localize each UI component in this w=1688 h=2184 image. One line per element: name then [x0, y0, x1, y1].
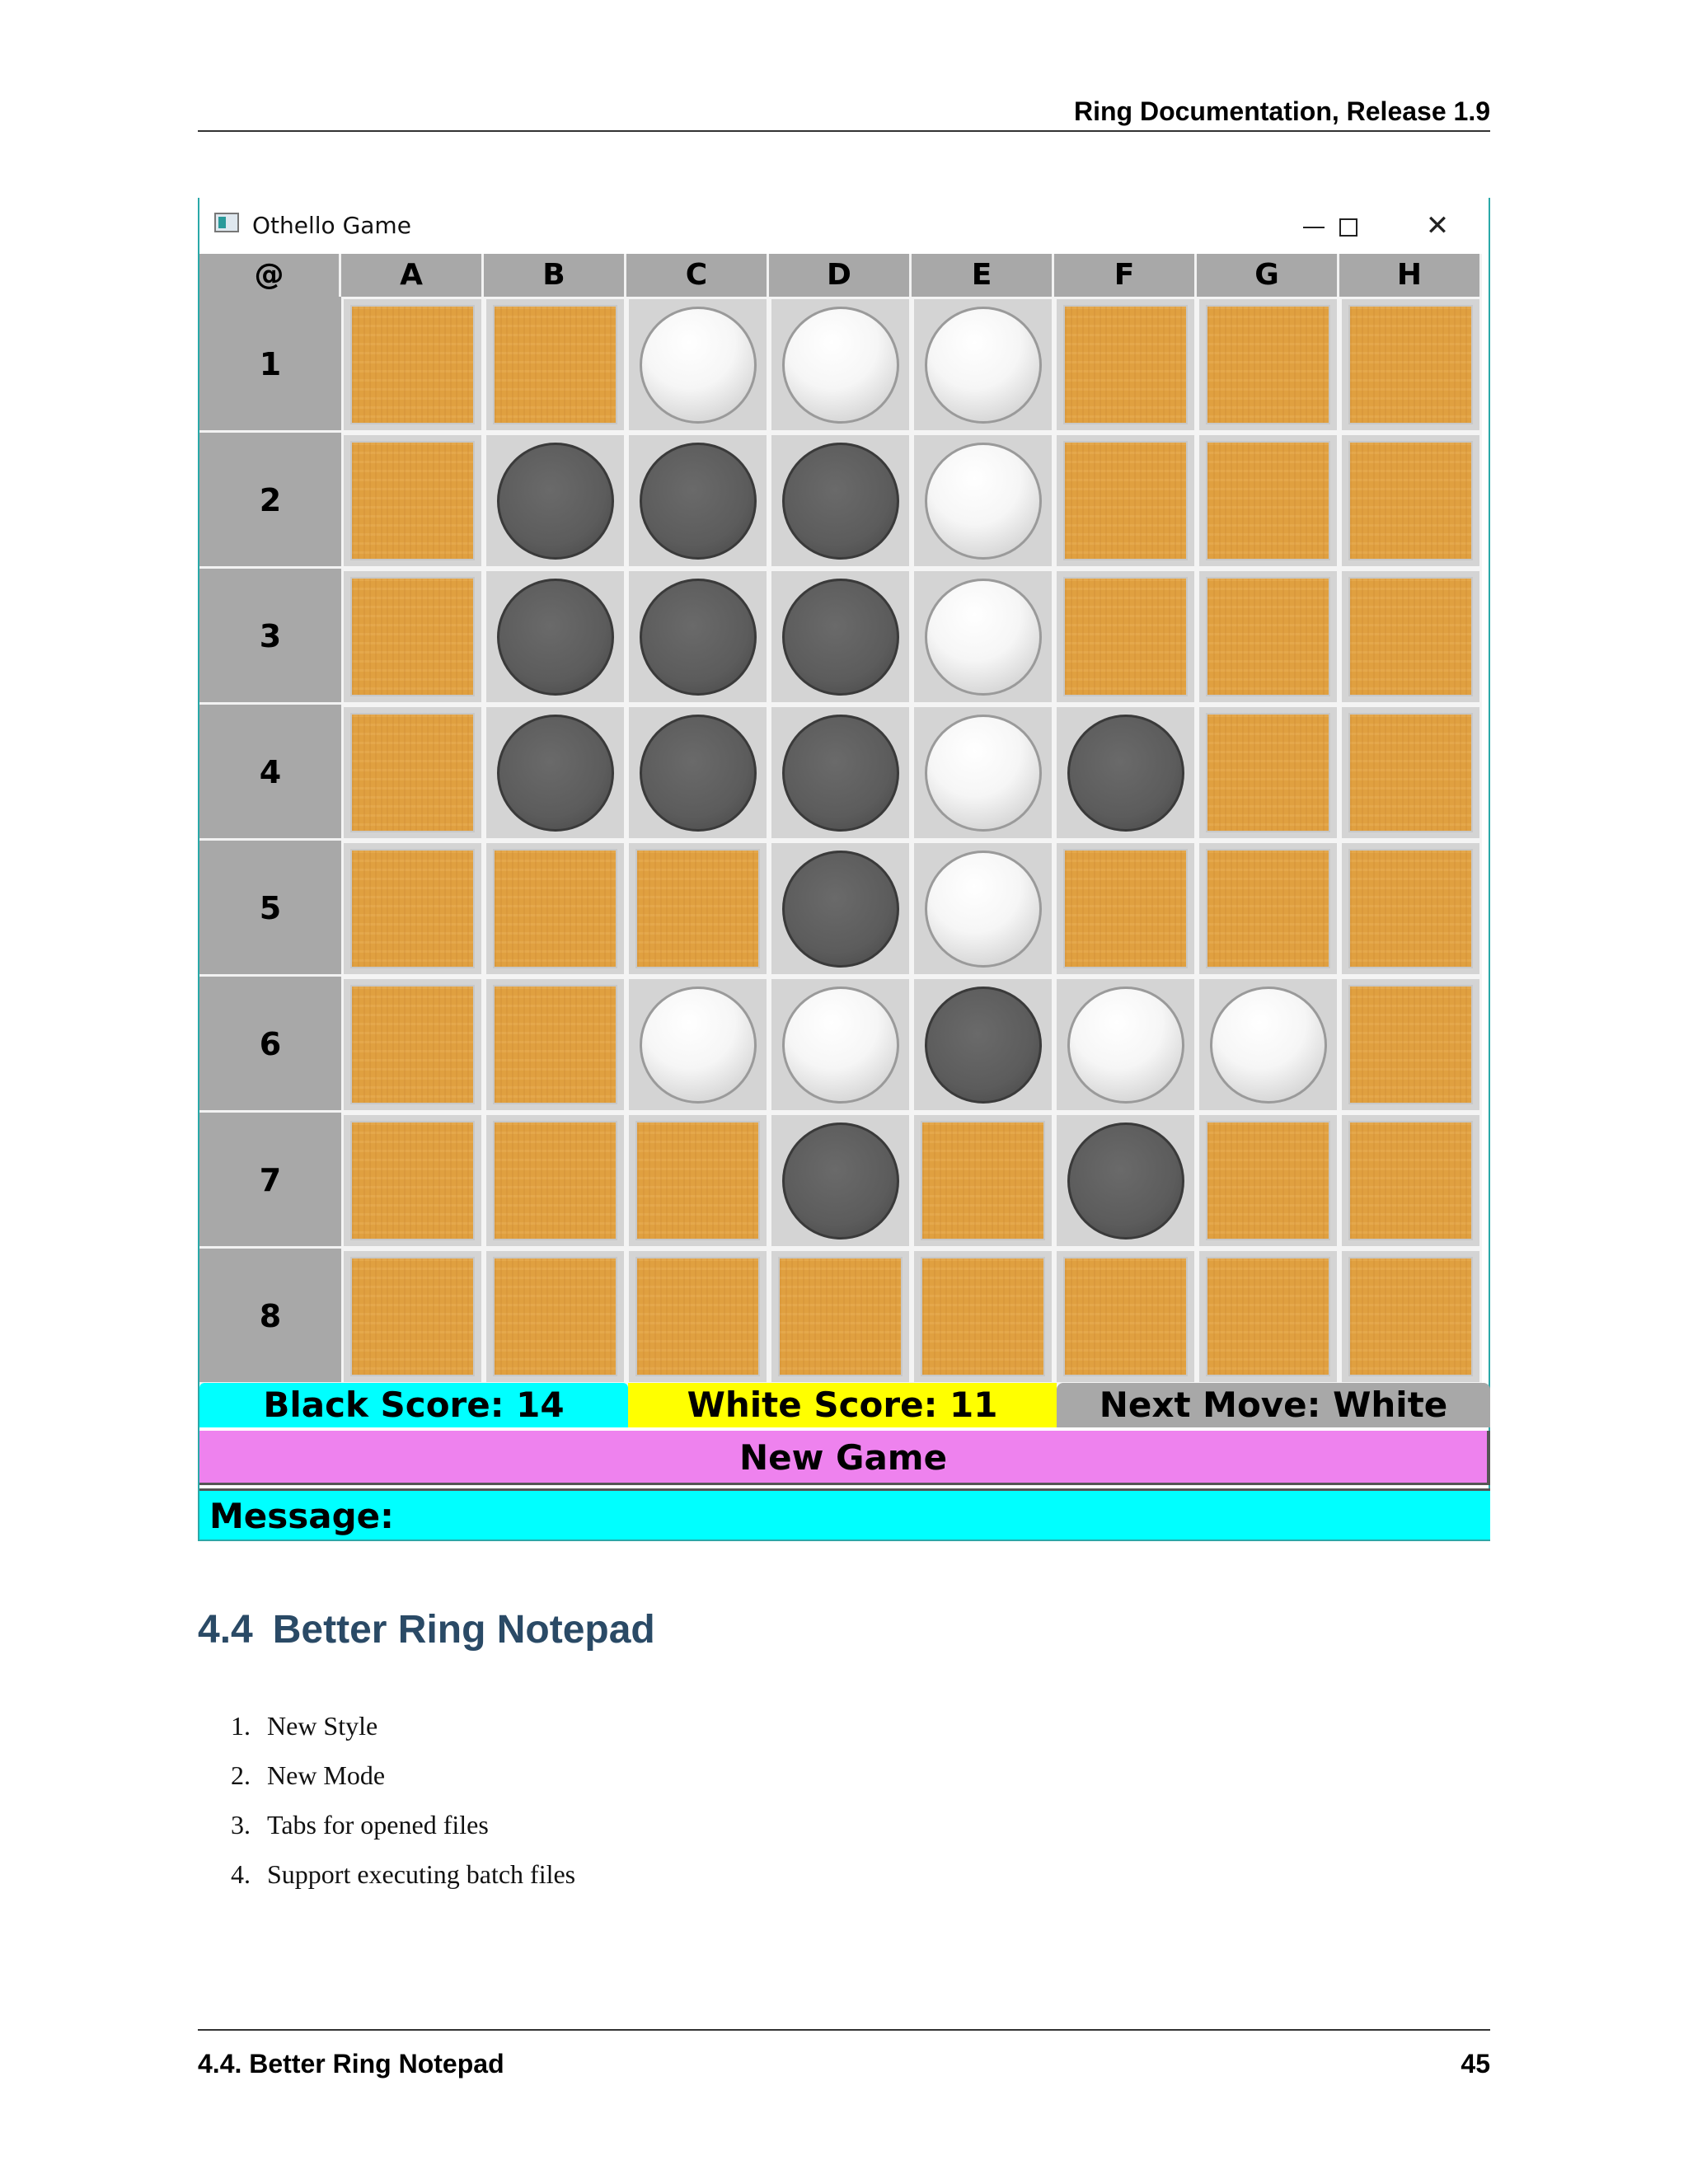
message-label: Message: [199, 1488, 1490, 1540]
board-cell-a5[interactable] [341, 841, 484, 977]
board-cell-a4[interactable] [341, 705, 484, 841]
white-piece [1210, 987, 1327, 1104]
window-title: Othello Game [252, 212, 411, 239]
board-cell-f1[interactable] [1054, 297, 1197, 433]
empty-square [1348, 305, 1473, 424]
empty-square [921, 1257, 1045, 1376]
row-header-7: 7 [199, 1113, 341, 1249]
board-cell-b6[interactable] [484, 977, 626, 1113]
empty-square [1063, 305, 1188, 424]
board-cell-c4[interactable] [626, 705, 769, 841]
empty-square [635, 1257, 760, 1376]
page-number: 45 [1461, 2049, 1490, 2079]
board-cell-e8[interactable] [912, 1249, 1054, 1385]
board-cell-a1[interactable] [341, 297, 484, 433]
app-icon [214, 213, 239, 232]
empty-square [1348, 713, 1473, 832]
empty-square [1063, 441, 1188, 560]
list-item [231, 1701, 575, 1750]
list-item [231, 1750, 575, 1800]
empty-square [1348, 441, 1473, 560]
empty-square [1206, 577, 1330, 696]
black-piece [497, 715, 614, 832]
maximize-icon [1339, 218, 1357, 237]
board-cell-a7[interactable] [341, 1113, 484, 1249]
white-piece [782, 987, 899, 1104]
black-piece [782, 851, 899, 968]
board-cell-c3[interactable] [626, 569, 769, 705]
board-cell-d6[interactable] [769, 977, 912, 1113]
row-header-8: 8 [199, 1249, 341, 1385]
black-piece [782, 579, 899, 696]
list-text: New Mode [267, 1760, 386, 1790]
section-title: Better Ring Notepad [272, 1608, 655, 1652]
board-cell-g4[interactable] [1197, 705, 1339, 841]
board-cell-c6[interactable] [626, 977, 769, 1113]
empty-square [921, 1121, 1045, 1240]
board-cell-c7[interactable] [626, 1113, 769, 1249]
black-piece [925, 987, 1042, 1104]
board-cell-e5[interactable] [912, 841, 1054, 977]
empty-square [1206, 1121, 1330, 1240]
board-cell-b3[interactable] [484, 569, 626, 705]
black-score-label: Black Score: 14 [199, 1383, 628, 1427]
white-piece [925, 579, 1042, 696]
section-heading [198, 1607, 655, 1652]
board-cell-h8[interactable] [1339, 1249, 1482, 1385]
board-cell-g3[interactable] [1197, 569, 1339, 705]
white-piece [1067, 987, 1184, 1104]
list-text: Support executing batch files [267, 1859, 576, 1889]
board-cell-a2[interactable] [341, 433, 484, 569]
row-header-6: 6 [199, 977, 341, 1113]
white-piece [640, 987, 757, 1104]
column-header-g: G [1197, 254, 1339, 297]
black-piece [1067, 1122, 1184, 1240]
board-cell-b1[interactable] [484, 297, 626, 433]
empty-square [493, 305, 617, 424]
board-cell-e2[interactable] [912, 433, 1054, 569]
board-cell-d4[interactable] [769, 705, 912, 841]
board-cell-b2[interactable] [484, 433, 626, 569]
board-cell-e3[interactable] [912, 569, 1054, 705]
board-cell-h5[interactable] [1339, 841, 1482, 977]
empty-square [350, 985, 475, 1104]
board-cell-h3[interactable] [1339, 569, 1482, 705]
empty-square [493, 1121, 617, 1240]
board-cell-a3[interactable] [341, 569, 484, 705]
empty-square [350, 577, 475, 696]
board-cell-d3[interactable] [769, 569, 912, 705]
empty-square [1206, 305, 1330, 424]
board-cell-f8[interactable] [1054, 1249, 1197, 1385]
page-header: Ring Documentation, Release 1.9 [198, 92, 1490, 132]
column-header-e: E [912, 254, 1054, 297]
footer-section: 4.4. Better Ring Notepad [198, 2049, 504, 2079]
board-cell-a8[interactable] [341, 1249, 484, 1385]
new-game-button[interactable]: New Game [199, 1431, 1490, 1485]
board-cell-c1[interactable] [626, 297, 769, 433]
empty-square [350, 713, 475, 832]
board-cell-g1[interactable] [1197, 297, 1339, 433]
column-header-d: D [769, 254, 912, 297]
row-header-3: 3 [199, 569, 341, 705]
empty-square [1206, 441, 1330, 560]
column-header-b: B [484, 254, 626, 297]
board-cell-f6[interactable] [1054, 977, 1197, 1113]
page-footer [198, 2029, 1490, 2080]
black-piece [640, 443, 757, 560]
board-cell-c2[interactable] [626, 433, 769, 569]
othello-window [198, 198, 1490, 1541]
list-number: 1. [231, 1711, 251, 1741]
empty-square [350, 305, 475, 424]
status-row [199, 1383, 1490, 1427]
empty-square [1206, 1257, 1330, 1376]
row-header-1: 1 [199, 297, 341, 433]
empty-square [350, 441, 475, 560]
board-cell-g8[interactable] [1197, 1249, 1339, 1385]
black-piece [782, 715, 899, 832]
board-cell-e7[interactable] [912, 1113, 1054, 1249]
black-piece [497, 443, 614, 560]
board-cell-d5[interactable] [769, 841, 912, 977]
board-cell-f3[interactable] [1054, 569, 1197, 705]
list-number: 2. [231, 1760, 251, 1790]
title-bar[interactable] [199, 198, 1489, 254]
list-number: 4. [231, 1859, 251, 1889]
column-header-a: A [341, 254, 484, 297]
row-header-5: 5 [199, 841, 341, 977]
board-cell-e1[interactable] [912, 297, 1054, 433]
board-cell-f4[interactable] [1054, 705, 1197, 841]
board-cell-h2[interactable] [1339, 433, 1482, 569]
board-cell-f5[interactable] [1054, 841, 1197, 977]
empty-square [778, 1257, 903, 1376]
black-piece [640, 579, 757, 696]
board-cell-b8[interactable] [484, 1249, 626, 1385]
black-piece [640, 715, 757, 832]
board-cell-c5[interactable] [626, 841, 769, 977]
board-cell-h1[interactable] [1339, 297, 1482, 433]
white-piece [782, 307, 899, 424]
board-cell-b4[interactable] [484, 705, 626, 841]
empty-square [1063, 577, 1188, 696]
board-cell-d7[interactable] [769, 1113, 912, 1249]
board-cell-d1[interactable] [769, 297, 912, 433]
board-cell-g7[interactable] [1197, 1113, 1339, 1249]
feature-list [231, 1701, 575, 1899]
board-cell-e6[interactable] [912, 977, 1054, 1113]
white-piece [925, 851, 1042, 968]
black-piece [1067, 715, 1184, 832]
empty-square [1348, 1121, 1473, 1240]
section-number: 4.4 [198, 1608, 253, 1652]
empty-square [1206, 713, 1330, 832]
board-cell-b7[interactable] [484, 1113, 626, 1249]
empty-square [493, 849, 617, 968]
column-header-h: H [1339, 254, 1482, 297]
list-item [231, 1800, 575, 1849]
board-cell-g6[interactable] [1197, 977, 1339, 1113]
column-header-f: F [1054, 254, 1197, 297]
board-cell-d8[interactable] [769, 1249, 912, 1385]
board-cell-h6[interactable] [1339, 977, 1482, 1113]
board-cell-g5[interactable] [1197, 841, 1339, 977]
white-piece [925, 715, 1042, 832]
empty-square [1348, 985, 1473, 1104]
board-cell-e4[interactable] [912, 705, 1054, 841]
empty-square [635, 1121, 760, 1240]
board-cell-h4[interactable] [1339, 705, 1482, 841]
empty-square [350, 849, 475, 968]
white-piece [925, 307, 1042, 424]
empty-square [493, 1257, 617, 1376]
row-header-4: 4 [199, 705, 341, 841]
list-text: New Style [267, 1711, 378, 1741]
white-piece [925, 443, 1042, 560]
board-cell-g2[interactable] [1197, 433, 1339, 569]
corner-header: @ [199, 254, 341, 297]
close-icon: ✕ [1425, 209, 1450, 242]
list-text: Tabs for opened files [267, 1810, 489, 1840]
empty-square [1063, 849, 1188, 968]
board-cell-a6[interactable] [341, 977, 484, 1113]
othello-board [199, 254, 1490, 1383]
black-piece [782, 1122, 899, 1240]
empty-square [350, 1121, 475, 1240]
empty-square [1348, 1257, 1473, 1376]
board-cell-h7[interactable] [1339, 1113, 1482, 1249]
close-button[interactable] [1393, 198, 1482, 254]
list-item [231, 1849, 575, 1899]
board-cell-c8[interactable] [626, 1249, 769, 1385]
black-piece [782, 443, 899, 560]
board-cell-f7[interactable] [1054, 1113, 1197, 1249]
maximize-button[interactable] [1304, 198, 1393, 254]
board-cell-f2[interactable] [1054, 433, 1197, 569]
empty-square [350, 1257, 475, 1376]
empty-square [635, 849, 760, 968]
next-move-label: Next Move: White [1057, 1383, 1490, 1427]
board-cell-d2[interactable] [769, 433, 912, 569]
empty-square [1206, 849, 1330, 968]
empty-square [1063, 1257, 1188, 1376]
row-header-2: 2 [199, 433, 341, 569]
empty-square [1348, 849, 1473, 968]
white-score-label: White Score: 11 [628, 1383, 1057, 1427]
white-piece [640, 307, 757, 424]
empty-square [493, 985, 617, 1104]
black-piece [497, 579, 614, 696]
empty-square [1348, 577, 1473, 696]
board-cell-b5[interactable] [484, 841, 626, 977]
list-number: 3. [231, 1810, 251, 1840]
column-header-c: C [626, 254, 769, 297]
